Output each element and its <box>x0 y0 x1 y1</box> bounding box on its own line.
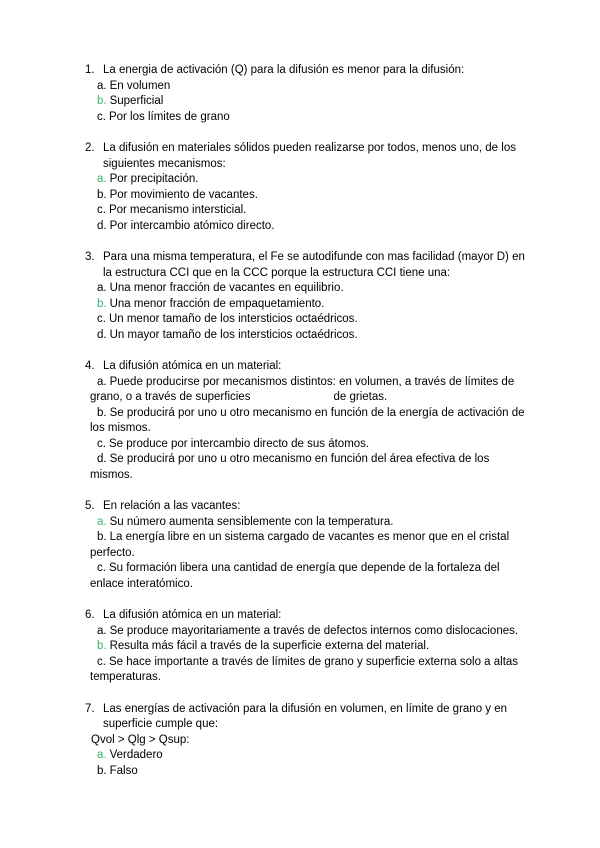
option-letter: b. <box>97 406 107 419</box>
question-header <box>85 608 535 624</box>
option-letter: b. <box>97 297 107 310</box>
option-text: La energía libre en un sistema cargado de vacantes es menor que en el cristal perfecto. <box>90 531 513 559</box>
option-text: Una menor fracción de empaquetamiento. <box>109 297 325 310</box>
question-text: La difusión atómica en un material: <box>103 609 282 621</box>
option-letter: a. <box>97 173 107 185</box>
question-7 <box>85 702 535 780</box>
option-letter: c. <box>97 562 106 574</box>
answer-option <box>85 172 535 188</box>
option-letter: b. <box>97 764 107 777</box>
option-letter: a. <box>97 79 107 92</box>
option-text: Se hace importante a través de límites de grano y superficie externa solo a altas temperaturas. <box>90 655 522 683</box>
answer-option <box>85 748 535 764</box>
option-text: Por intercambio atómico directo. <box>109 219 275 232</box>
question-text: La energia de activación (Q) para la difusión es menor para la difusión: <box>103 64 465 76</box>
option-letter: a. <box>97 375 107 388</box>
option-text: Se producirá por uno u otro mecanismo en función de la energía de activación de los mismos. <box>90 406 528 434</box>
answer-option <box>85 94 535 110</box>
option-letter: c. <box>97 313 106 325</box>
answer-option <box>85 624 535 640</box>
answer-option <box>85 375 535 406</box>
answer-option <box>85 406 535 437</box>
answer-option <box>85 515 535 531</box>
answer-option <box>85 452 535 483</box>
question-text: Las energías de activación para la difusión en volumen, en límite de grano y en superficie cumple que: <box>103 702 508 730</box>
option-text: Se produce por intercambio directo de sus átomos. <box>108 437 370 450</box>
question-4 <box>85 359 535 483</box>
option-text: Por precipitación. <box>109 173 199 185</box>
question-header <box>85 499 535 515</box>
option-text: Resulta más fácil a través de la superficie externa del material. <box>109 640 430 652</box>
question-number: 3. <box>85 251 95 263</box>
option-text: Verdadero <box>109 749 163 761</box>
answer-option <box>85 297 535 313</box>
question-text: En relación a las vacantes: <box>103 500 241 512</box>
option-text: Una menor fracción de vacantes en equilibrio. <box>109 282 344 294</box>
option-letter: c. <box>97 655 106 668</box>
question-header <box>85 702 535 733</box>
option-text: Superficial <box>109 95 164 107</box>
answer-option <box>85 203 535 219</box>
option-text: Se producirá por uno u otro mecanismo en función del área efectiva de los mismos. <box>90 453 493 481</box>
option-letter: a. <box>97 624 107 637</box>
answer-option <box>85 188 535 204</box>
option-text: En volumen <box>109 79 171 92</box>
question-1 <box>85 63 535 125</box>
question-formula: Qvol > Qlg > Qsup: <box>91 733 190 746</box>
option-text: Falso <box>109 764 138 777</box>
question-number: 2. <box>85 142 95 154</box>
option-letter: b. <box>97 531 107 543</box>
answer-option <box>85 219 535 235</box>
option-letter: b. <box>97 188 107 201</box>
option-letter: b. <box>97 95 107 107</box>
answer-option <box>85 530 535 561</box>
question-5 <box>85 499 535 592</box>
question-3 <box>85 250 535 343</box>
question-header <box>85 63 535 79</box>
answer-option <box>85 312 535 328</box>
option-letter: d. <box>97 328 107 341</box>
option-text: Un menor tamaño de los intersticios octaédricos. <box>108 313 358 325</box>
option-letter: c. <box>97 437 106 450</box>
option-text: Se produce mayoritariamente a través de defectos internos como dislocaciones. <box>109 624 519 637</box>
option-text: Por los límites de grano <box>108 110 230 123</box>
option-letter: d. <box>97 219 107 232</box>
answer-option <box>85 655 535 686</box>
question-number: 1. <box>85 64 95 76</box>
answer-option <box>85 639 535 655</box>
question-number: 7. <box>85 702 95 715</box>
option-letter: a. <box>97 515 107 528</box>
option-text: Un mayor tamaño de los intersticios octaédricos. <box>109 328 358 341</box>
answer-option <box>85 110 535 126</box>
question-header <box>85 359 535 375</box>
answer-option <box>85 281 535 297</box>
question-number: 5. <box>85 500 95 512</box>
option-text: Por movimiento de vacantes. <box>109 188 258 201</box>
option-letter: d. <box>97 453 107 465</box>
option-letter: c. <box>97 110 106 123</box>
option-letter: c. <box>97 204 106 216</box>
question-number: 6. <box>85 609 95 621</box>
option-text: Por mecanismo intersticial. <box>108 204 247 216</box>
question-text: La difusión atómica en un material: <box>103 360 282 372</box>
question-text: La difusión en materiales sólidos pueden realizarse por todos, menos uno, de los siguientes mecanismos: <box>103 142 516 170</box>
question-header <box>85 141 535 172</box>
option-letter: a. <box>97 282 107 294</box>
answer-option <box>85 561 535 592</box>
answer-option <box>85 764 535 780</box>
answer-option <box>85 79 535 95</box>
answer-option <box>85 328 535 344</box>
question-2 <box>85 141 535 234</box>
question-header <box>85 250 535 281</box>
option-text: Puede producirse por mecanismos distintos: en volumen, a través de límites de grano, o a través de superficies de grietas. <box>90 375 518 403</box>
question-number: 4. <box>85 360 95 372</box>
question-6 <box>85 608 535 686</box>
question-text: Para una misma temperatura, el Fe se autodifunde con mas facilidad (mayor D) en la estructura CCI que en la CCC porque la estructura CCI tiene una: <box>103 251 525 279</box>
answer-option <box>85 437 535 453</box>
option-letter: a. <box>97 749 107 761</box>
option-letter: b. <box>97 640 107 652</box>
option-text: Su formación libera una cantidad de energía que depende de la fortaleza del enlace interatómico. <box>90 562 503 590</box>
option-text: Su número aumenta sensiblemente con la temperatura. <box>109 515 394 528</box>
